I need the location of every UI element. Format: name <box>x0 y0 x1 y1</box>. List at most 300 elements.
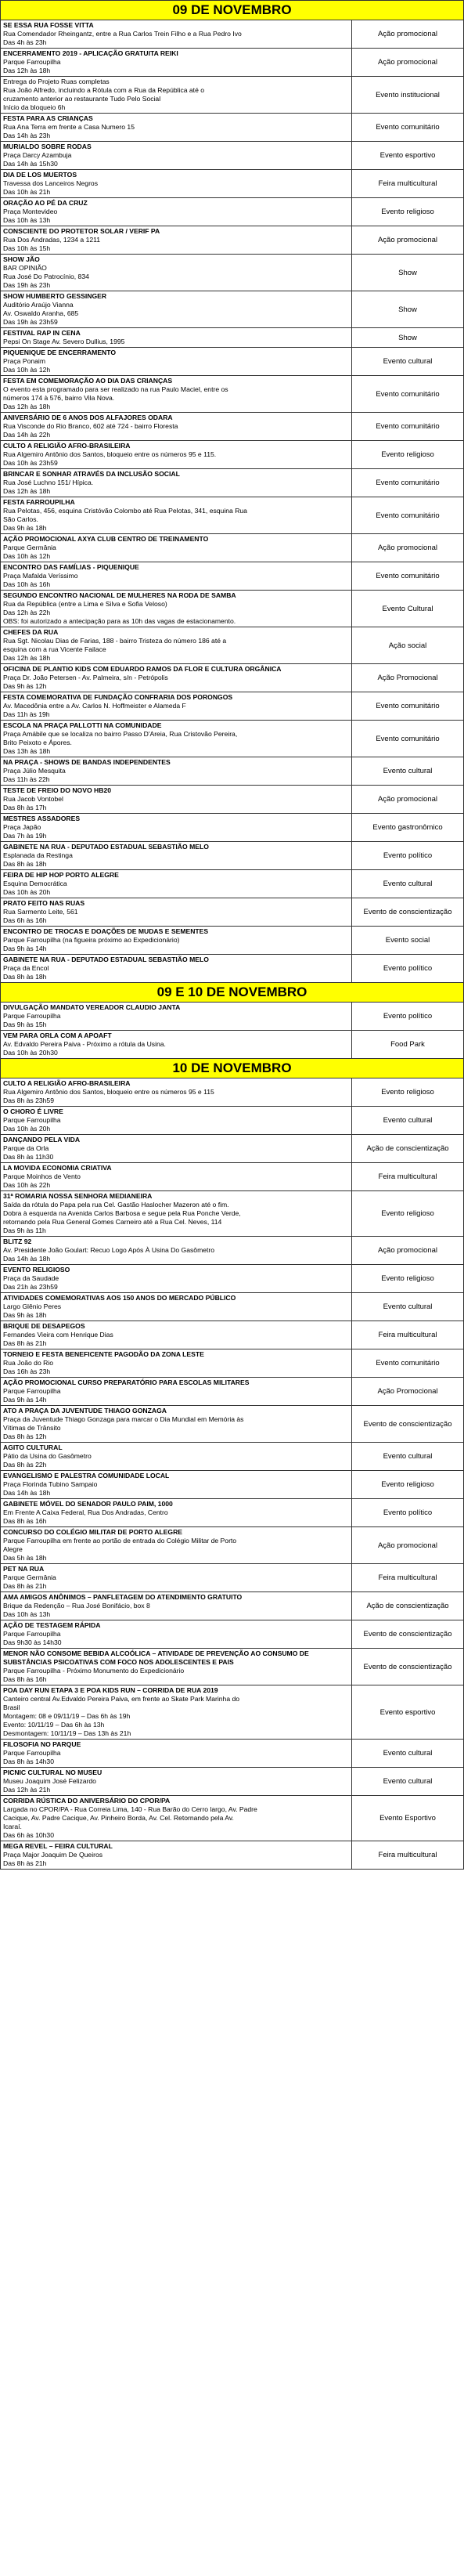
event-description <box>1 348 352 376</box>
event-description <box>1 49 352 77</box>
event-detail-line: São Carlos. <box>3 515 38 523</box>
event-description <box>1 692 352 721</box>
event-detail-line: Das 9h às 15h <box>3 1021 47 1028</box>
event-detail-line: Das 8h às 23h59 <box>3 1097 54 1104</box>
event-title: ENCERRAMENTO 2019 - APLICAÇÃO GRATUITA REIKI <box>3 49 178 57</box>
event-detail-line: Das 10h às 23h59 <box>3 459 58 467</box>
event-row <box>1 1406 464 1443</box>
event-description <box>1 721 352 757</box>
event-detail-line: Av. Macedônia entre a Av. Carlos N. Hoffmeister e Alameda F <box>3 702 186 710</box>
event-detail-line: Rua Sarmento Leite, 561 <box>3 908 78 916</box>
event-detail-line: Das 8h às 16h <box>3 1517 47 1525</box>
event-title: ESCOLA NA PRAÇA PALLOTTI NA COMUNIDADE <box>3 721 162 729</box>
event-detail-line: Rua Algemiro Antônio dos Santos, bloqueio entre os números 95 e 115. <box>3 450 217 458</box>
event-category: Evento comunitário <box>352 469 464 497</box>
event-row <box>1 1768 464 1796</box>
event-description <box>1 1135 352 1163</box>
event-category: Ação promocional <box>352 1237 464 1265</box>
event-description <box>1 198 352 226</box>
event-row <box>1 1293 464 1321</box>
event-category: Evento comunitário <box>352 721 464 757</box>
event-description <box>1 1768 352 1796</box>
event-category: Feira multicultural <box>352 1163 464 1191</box>
event-title: EVENTO RELIGIOSO <box>3 1266 70 1274</box>
event-detail-line: Montagem: 08 e 09/11/19 – Das 6h às 19h <box>3 1712 131 1720</box>
event-row <box>1 497 464 534</box>
event-row <box>1 376 464 413</box>
event-row <box>1 226 464 255</box>
event-description <box>1 328 352 348</box>
event-detail-line: Av. Presidente João Goulart: Recuo Logo Após À Usina Do Gasômetro <box>3 1246 215 1254</box>
event-title: FESTA EM COMEMORAÇÃO AO DIA DAS CRIANÇAS <box>3 377 173 385</box>
event-description <box>1 413 352 441</box>
event-detail-line: Auditório Araújo Vianna <box>3 301 74 309</box>
event-title: FILOSOFIA NO PARQUE <box>3 1740 81 1748</box>
event-detail-line: retornando pela Rua General Gomes Carneiro até a Rua Cel. Neves, 114 <box>3 1218 222 1226</box>
event-description <box>1 1321 352 1349</box>
event-title: 31ª ROMARIA NOSSA SENHORA MEDIANEIRA <box>3 1192 153 1200</box>
event-title: LA MOVIDA ECONOMIA CRIATIVA <box>3 1164 112 1172</box>
event-row <box>1 328 464 348</box>
event-description <box>1 1685 352 1740</box>
event-row <box>1 198 464 226</box>
event-row <box>1 49 464 77</box>
event-row <box>1 1685 464 1740</box>
event-description <box>1 842 352 870</box>
event-detail-line: Parque da Orla <box>3 1144 49 1152</box>
event-row <box>1 77 464 114</box>
event-row <box>1 1135 464 1163</box>
event-title: TESTE DE FREIO DO NOVO HB20 <box>3 786 111 794</box>
event-description <box>1 1191 352 1237</box>
event-row <box>1 664 464 692</box>
event-title: FESTA COMEMORATIVA DE FUNDAÇÃO CONFRARIA DOS PORONGOS <box>3 693 233 701</box>
event-row <box>1 927 464 955</box>
event-detail-line: Parque Farroupilha em frente ao portão de entrada do Colégio Militar de Porto <box>3 1537 237 1545</box>
event-description <box>1 1378 352 1406</box>
event-detail-line: BAR OPINIÃO <box>3 264 47 272</box>
event-detail-line: Rua Dos Andradas, 1234 a 1211 <box>3 236 101 244</box>
event-title: O CHORO É LIVRE <box>3 1107 63 1115</box>
event-title: PRATO FEITO NAS RUAS <box>3 899 85 907</box>
event-description <box>1 226 352 255</box>
event-description <box>1 20 352 49</box>
event-row <box>1 348 464 376</box>
event-detail-line: Rua Algemiro Antônio dos Santos, bloqueio entre os números 95 e 115 <box>3 1088 214 1096</box>
event-category: Ação promocional <box>352 534 464 562</box>
event-title: AÇÃO PROMOCIONAL AXYA CLUB CENTRO DE TREINAMENTO <box>3 535 209 543</box>
event-category: Ação promocional <box>352 1527 464 1564</box>
event-description <box>1 1649 352 1685</box>
event-description <box>1 497 352 534</box>
event-title: MESTRES ASSADORES <box>3 815 81 822</box>
date-header: 09 DE NOVEMBRO <box>1 1 464 20</box>
event-category: Evento religioso <box>352 1265 464 1293</box>
event-description <box>1 534 352 562</box>
event-row <box>1 1191 464 1237</box>
event-description <box>1 1107 352 1135</box>
event-category: Evento comunitário <box>352 1349 464 1378</box>
event-detail-line: Início da bloqueio 6h <box>3 103 66 111</box>
event-detail-line: Rua Sgt. Nicolau Dias de Farias, 188 - bairro Tristeza do número 186 até a <box>3 637 227 645</box>
event-detail-line: Das 12h às 18h <box>3 67 51 74</box>
event-description <box>1 1527 352 1564</box>
event-description <box>1 376 352 413</box>
event-detail-line: Das 14h às 23h <box>3 132 51 139</box>
event-category: Evento cultural <box>352 1443 464 1471</box>
event-title: AÇÃO DE TESTAGEM RÁPIDA <box>3 1621 101 1629</box>
event-detail-line: Das 7h às 19h <box>3 832 47 840</box>
event-title: GABINETE MÓVEL DO SENADOR PAULO PAIM, 1000 <box>3 1500 173 1508</box>
event-category: Evento político <box>352 842 464 870</box>
event-detail-line: Das 12h às 22h <box>3 609 51 616</box>
date-header: 09 E 10 DE NOVEMBRO <box>1 983 464 1003</box>
event-description <box>1 255 352 291</box>
event-row <box>1 786 464 814</box>
event-detail-line: Praça da Encol <box>3 964 49 972</box>
event-detail-line: Das 9h às 18h <box>3 524 47 532</box>
event-detail-line: Parque Farroupilha - Próximo Monumento do Expedicionário <box>3 1667 185 1675</box>
event-description <box>1 627 352 664</box>
event-description <box>1 1003 352 1031</box>
event-title: DIA DE LOS MUERTOS <box>3 171 77 179</box>
event-description <box>1 1265 352 1293</box>
event-title: DANÇANDO PELA VIDA <box>3 1136 81 1143</box>
event-detail-line: Em Frente A Caixa Federal, Rua Dos Andradas, Centro <box>3 1508 168 1516</box>
event-detail-line: Rua João do Rio <box>3 1359 54 1367</box>
event-detail-line: Das 12h às 21h <box>3 1786 51 1794</box>
event-detail-line: Brasil <box>3 1703 20 1711</box>
event-detail-line: Cacique, Av. Padre Cacique, Av. Pinheiro Borda, Av. Cel. Retornando pela Av. <box>3 1814 234 1822</box>
event-category: Evento religioso <box>352 198 464 226</box>
event-title: MENOR NÃO CONSOME BEBIDA ALCOÓLICA – ATIVIDADE DE PREVENÇÃO AO CONSUMO DE SUBSTÂNCIAS PSICOATIVAS COM FOCO NOS ADOLESCENTES E PAIS <box>3 1649 309 1666</box>
event-detail-line: Parque Farroupilha <box>3 58 61 66</box>
event-title: PIQUENIQUE DE ENCERRAMENTO <box>3 349 117 356</box>
event-description <box>1 786 352 814</box>
event-category: Evento esportivo <box>352 142 464 170</box>
event-detail-line: Das 21h às 23h59 <box>3 1283 58 1291</box>
event-category: Ação Promocional <box>352 1378 464 1406</box>
event-detail-line: Rua Comendador Rheingantz, entre a Rua Carlos Trein Filho e a Rua Pedro Ivo <box>3 30 242 38</box>
event-category: Ação promocional <box>352 49 464 77</box>
event-detail-line: Rua da República (entre a Lima e Silva e Sofia Veloso) <box>3 600 167 608</box>
event-title: SE ESSA RUA FOSSE VITTA <box>3 21 94 29</box>
event-category: Evento comunitário <box>352 497 464 534</box>
event-description <box>1 170 352 198</box>
event-detail-line: Esplanada da Restinga <box>3 851 73 859</box>
event-row <box>1 20 464 49</box>
event-detail-line: Parque Farroupilha (na figueira próximo ao Expedicionário) <box>3 936 180 944</box>
event-category: Evento religioso <box>352 441 464 469</box>
event-detail-line: Das 8h às 21h <box>3 1859 47 1867</box>
event-detail-line: Das 10h às 16h <box>3 580 51 588</box>
event-detail-line: Brito Peixoto e Ápores. <box>3 739 72 746</box>
event-title: AÇÃO PROMOCIONAL CURSO PREPARATÓRIO PARA ESCOLAS MILITARES <box>3 1378 250 1386</box>
event-detail-line: Praça Dr. João Petersen - Av. Palmeira, s/n - Petrópolis <box>3 674 168 681</box>
event-category: Ação promocional <box>352 226 464 255</box>
event-row <box>1 1527 464 1564</box>
event-title: NA PRAÇA - SHOWS DE BANDAS INDEPENDENTES <box>3 758 171 766</box>
event-detail-line: Praça Ponaim <box>3 357 45 365</box>
event-detail-line: Das 10h às 12h <box>3 366 51 374</box>
event-title: CONCURSO DO COLÉGIO MILITAR DE PORTO ALEGRE <box>3 1528 183 1536</box>
event-description <box>1 870 352 898</box>
date-header-row <box>1 983 464 1003</box>
event-detail-line: Das 9h às 11h <box>3 1227 46 1234</box>
event-category: Feira multicultural <box>352 1841 464 1870</box>
event-description <box>1 591 352 627</box>
event-row <box>1 1107 464 1135</box>
event-detail-line: Parque Farroupilha <box>3 1630 61 1638</box>
event-detail-line: Das 8h às 21h <box>3 1582 47 1590</box>
event-row <box>1 1237 464 1265</box>
event-detail-line: Das 9h às 12h <box>3 682 47 690</box>
event-detail-line: Parque Germânia <box>3 544 56 551</box>
event-detail-line: Parque Farroupilha <box>3 1012 61 1020</box>
event-row <box>1 1378 464 1406</box>
event-detail-line: Praça da Saudade <box>3 1274 59 1282</box>
event-category: Evento cultural <box>352 1293 464 1321</box>
event-detail-line: Das 10h às 13h <box>3 216 51 224</box>
event-detail-line: O evento esta programado para ser realizado na rua Paulo Maciel, entre os <box>3 385 228 393</box>
event-detail-line: Parque Farroupilha <box>3 1116 61 1124</box>
event-title: FESTIVAL RAP IN CENA <box>3 329 81 337</box>
event-category: Feira multicultural <box>352 170 464 198</box>
event-detail-line: Parque Germânia <box>3 1573 56 1581</box>
event-detail-line: Das 12h às 18h <box>3 403 51 410</box>
event-description <box>1 1592 352 1620</box>
event-category: Evento de conscientização <box>352 898 464 927</box>
event-detail-line: Das 14h às 18h <box>3 1255 51 1263</box>
event-row <box>1 1349 464 1378</box>
event-row <box>1 692 464 721</box>
event-row <box>1 591 464 627</box>
event-category: Ação promocional <box>352 786 464 814</box>
event-category: Evento comunitário <box>352 376 464 413</box>
event-detail-line: Fernandes Vieira com Henrique Dias <box>3 1331 113 1339</box>
event-category: Ação Promocional <box>352 664 464 692</box>
event-category: Ação promocional <box>352 20 464 49</box>
event-detail-line: Das 8h às 11h30 <box>3 1153 54 1161</box>
event-detail-line: Das 8h às 18h <box>3 860 47 868</box>
event-category: Evento gastronômico <box>352 814 464 842</box>
event-detail-line: Das 10h às 20h30 <box>3 1049 58 1057</box>
event-title: ANIVERSÁRIO DE 6 ANOS DOS ALFAJORES ODARA <box>3 414 173 421</box>
event-row <box>1 721 464 757</box>
event-description <box>1 142 352 170</box>
event-row <box>1 170 464 198</box>
event-description <box>1 1499 352 1527</box>
event-detail-line: Rua Pelotas, 456, esquina Cristóvão Colombo até Rua Pelotas, 341, esquina Rua <box>3 507 247 515</box>
event-category: Feira multicultural <box>352 1321 464 1349</box>
event-detail-line: Pátio da Usina do Gasômetro <box>3 1452 92 1460</box>
event-detail-line: Praça Darcy Azambuja <box>3 151 72 159</box>
event-category: Evento Cultural <box>352 591 464 627</box>
event-description <box>1 927 352 955</box>
event-title: ORAÇÃO AO PÉ DA CRUZ <box>3 199 88 207</box>
event-category: Evento esportivo <box>352 1685 464 1740</box>
event-description <box>1 898 352 927</box>
event-title: SEGUNDO ENCONTRO NACIONAL DE MULHERES NA RODA DE SAMBA <box>3 591 236 599</box>
event-category: Evento cultural <box>352 1107 464 1135</box>
event-row <box>1 1796 464 1841</box>
event-title: FESTA FARROUPILHA <box>3 498 75 506</box>
event-title: POA DAY RUN ETAPA 3 E POA KIDS RUN – CORRIDA DE RUA 2019 <box>3 1686 218 1694</box>
date-header: 10 DE NOVEMBRO <box>1 1059 464 1078</box>
event-detail-line: Praça da Juventude Thiago Gonzaga para marcar o Dia Mundial em Memória às <box>3 1415 244 1423</box>
event-row <box>1 870 464 898</box>
date-header-row <box>1 1 464 20</box>
event-title: BLITZ 92 <box>3 1237 32 1245</box>
event-category: Evento político <box>352 1499 464 1527</box>
event-row <box>1 627 464 664</box>
event-description <box>1 291 352 328</box>
event-row <box>1 1564 464 1592</box>
event-category: Evento cultural <box>352 1768 464 1796</box>
event-category: Evento cultural <box>352 757 464 786</box>
event-detail-line: Das 8h às 16h <box>3 1675 47 1683</box>
event-title: GABINETE NA RUA - DEPUTADO ESTADUAL SEBASTIÃO MELO <box>3 843 209 851</box>
event-detail-line: Das 14h às 22h <box>3 431 51 439</box>
event-row <box>1 1841 464 1870</box>
event-detail-line: Entrega do Projeto Ruas completas <box>3 78 110 85</box>
event-detail-line: Das 16h às 23h <box>3 1367 51 1375</box>
event-description <box>1 1237 352 1265</box>
event-row <box>1 1163 464 1191</box>
event-detail-line: Parque Moinhos de Vento <box>3 1172 81 1180</box>
event-detail-line: Praça Major Joaquim De Queiros <box>3 1851 103 1859</box>
event-title: DIVULGAÇÃO MANDATO VEREADOR CLAUDIO JANTA <box>3 1003 181 1011</box>
event-detail-line: Rua José Luchno 151/ Hípica. <box>3 479 94 486</box>
event-description <box>1 1293 352 1321</box>
event-row <box>1 1620 464 1649</box>
event-description <box>1 814 352 842</box>
event-detail-line: Praça Montevideo <box>3 208 58 215</box>
event-row <box>1 757 464 786</box>
event-detail-line: Desmontagem: 10/11/19 – Das 13h às 21h <box>3 1729 131 1737</box>
event-title: VEM PARA ORLA COM A APOAFT <box>3 1031 112 1039</box>
event-row <box>1 469 464 497</box>
event-detail-line: Saída da rótula do Papa pela rua Cel. Gastão Haslocher Mazeron até o fim. <box>3 1201 229 1209</box>
event-description <box>1 441 352 469</box>
event-description <box>1 469 352 497</box>
event-title: SHOW HUMBERTO GESSINGER <box>3 292 107 300</box>
event-detail-line: Das 10h às 12h <box>3 552 51 560</box>
event-category: Evento religioso <box>352 1078 464 1107</box>
event-category: Evento comunitário <box>352 114 464 142</box>
event-detail-line: Pepsi On Stage Av. Severo Dullius, 1995 <box>3 338 125 345</box>
event-detail-line: Das 9h às 14h <box>3 945 47 952</box>
event-detail-line: Das 12h às 18h <box>3 654 51 662</box>
event-detail-line: Das 13h às 18h <box>3 747 51 755</box>
event-category: Evento cultural <box>352 1740 464 1768</box>
event-row <box>1 1265 464 1293</box>
event-detail-line: Praça Florinda Tubino Sampaio <box>3 1480 98 1488</box>
event-detail-line: Das 5h às 18h <box>3 1554 47 1562</box>
event-title: CULTO A RELIGIÃO AFRO-BRASILEIRA <box>3 442 131 450</box>
event-row <box>1 1740 464 1768</box>
event-detail-line: Vítimas de Trânsito <box>3 1424 61 1432</box>
event-description <box>1 562 352 591</box>
event-detail-line: esquina com a rua Vicente Failace <box>3 645 106 653</box>
event-detail-line: Das 4h às 23h <box>3 38 47 46</box>
event-detail-line: Esquina Democrática <box>3 880 67 887</box>
event-description <box>1 1349 352 1378</box>
event-title: PICNIC CULTURAL NO MUSEU <box>3 1769 103 1776</box>
event-detail-line: Praça Mafalda Veríssimo <box>3 572 78 580</box>
event-detail-line: Das 19h às 23h59 <box>3 318 58 326</box>
event-detail-line: Das 10h às 15h <box>3 244 51 252</box>
event-detail-line: Travessa dos Lanceiros Negros <box>3 179 99 187</box>
event-row <box>1 114 464 142</box>
event-row <box>1 534 464 562</box>
event-title: BRIQUE DE DESAPEGOS <box>3 1322 85 1330</box>
event-category: Evento comunitário <box>352 692 464 721</box>
event-title: CONSCIENTE DO PROTETOR SOLAR / VERIF PA <box>3 227 160 235</box>
event-title: MURIALDO SOBRE RODAS <box>3 143 92 150</box>
event-description <box>1 77 352 114</box>
event-category: Evento Esportivo <box>352 1796 464 1841</box>
event-detail-line: Evento: 10/11/19 – Das 6h às 13h <box>3 1721 105 1729</box>
event-category: Evento de conscientização <box>352 1620 464 1649</box>
event-title: FESTA PARA AS CRIANÇAS <box>3 114 93 122</box>
event-description <box>1 1841 352 1870</box>
event-row <box>1 1649 464 1685</box>
event-description <box>1 1796 352 1841</box>
event-detail-line: Parque Farroupilha <box>3 1749 61 1757</box>
event-row <box>1 1321 464 1349</box>
event-detail-line: números 174 à 576, bairro Vila Nova. <box>3 394 115 402</box>
event-description <box>1 664 352 692</box>
event-category: Show <box>352 291 464 328</box>
event-row <box>1 1499 464 1527</box>
event-title: EVANGELISMO E PALESTRA COMUNIDADE LOCAL <box>3 1472 170 1479</box>
event-detail-line: Praça Amábile que se localiza no bairro Passo D'Areia, Rua Cristovão Pereira, <box>3 730 238 738</box>
event-detail-line: Das 10h às 21h <box>3 188 51 196</box>
event-row <box>1 814 464 842</box>
event-category: Food Park <box>352 1031 464 1059</box>
event-detail-line: Av. Oswaldo Aranha, 685 <box>3 309 79 317</box>
event-detail-line: Alegre <box>3 1545 23 1553</box>
event-title: AGITO CULTURAL <box>3 1443 63 1451</box>
event-description <box>1 1163 352 1191</box>
event-detail-line: Das 19h às 23h <box>3 281 51 289</box>
event-row <box>1 1031 464 1059</box>
event-title: GABINETE NA RUA - DEPUTADO ESTADUAL SEBASTIÃO MELO <box>3 956 209 963</box>
event-description <box>1 1443 352 1471</box>
event-detail-line: Praça Japão <box>3 823 41 831</box>
event-detail-line: Das 10h às 20h <box>3 888 51 896</box>
event-detail-line: Brique da Redenção – Rua José Bonifácio, box 8 <box>3 1602 150 1610</box>
event-title: ATIVIDADES COMEMORATIVAS AOS 150 ANOS DO MERCADO PÚBLICO <box>3 1294 236 1302</box>
event-category: Evento político <box>352 1003 464 1031</box>
event-detail-line: Das 9h30 às 14h30 <box>3 1638 62 1646</box>
date-header-row <box>1 1059 464 1078</box>
event-category: Evento religioso <box>352 1471 464 1499</box>
event-detail-line: Das 9h às 14h <box>3 1396 47 1404</box>
event-row <box>1 441 464 469</box>
event-title: FEIRA DE HIP HOP PORTO ALEGRE <box>3 871 119 879</box>
event-category: Evento cultural <box>352 870 464 898</box>
event-category: Ação de conscientização <box>352 1135 464 1163</box>
event-description <box>1 114 352 142</box>
event-title: CORRIDA RÚSTICA DO ANIVERSÁRIO DO CPOR/PA <box>3 1797 171 1805</box>
event-category: Show <box>352 255 464 291</box>
event-category: Evento social <box>352 927 464 955</box>
event-category: Evento cultural <box>352 348 464 376</box>
event-description <box>1 1740 352 1768</box>
event-title: TORNEIO E FESTA BENEFICENTE PAGODÃO DA ZONA LESTE <box>3 1350 204 1358</box>
